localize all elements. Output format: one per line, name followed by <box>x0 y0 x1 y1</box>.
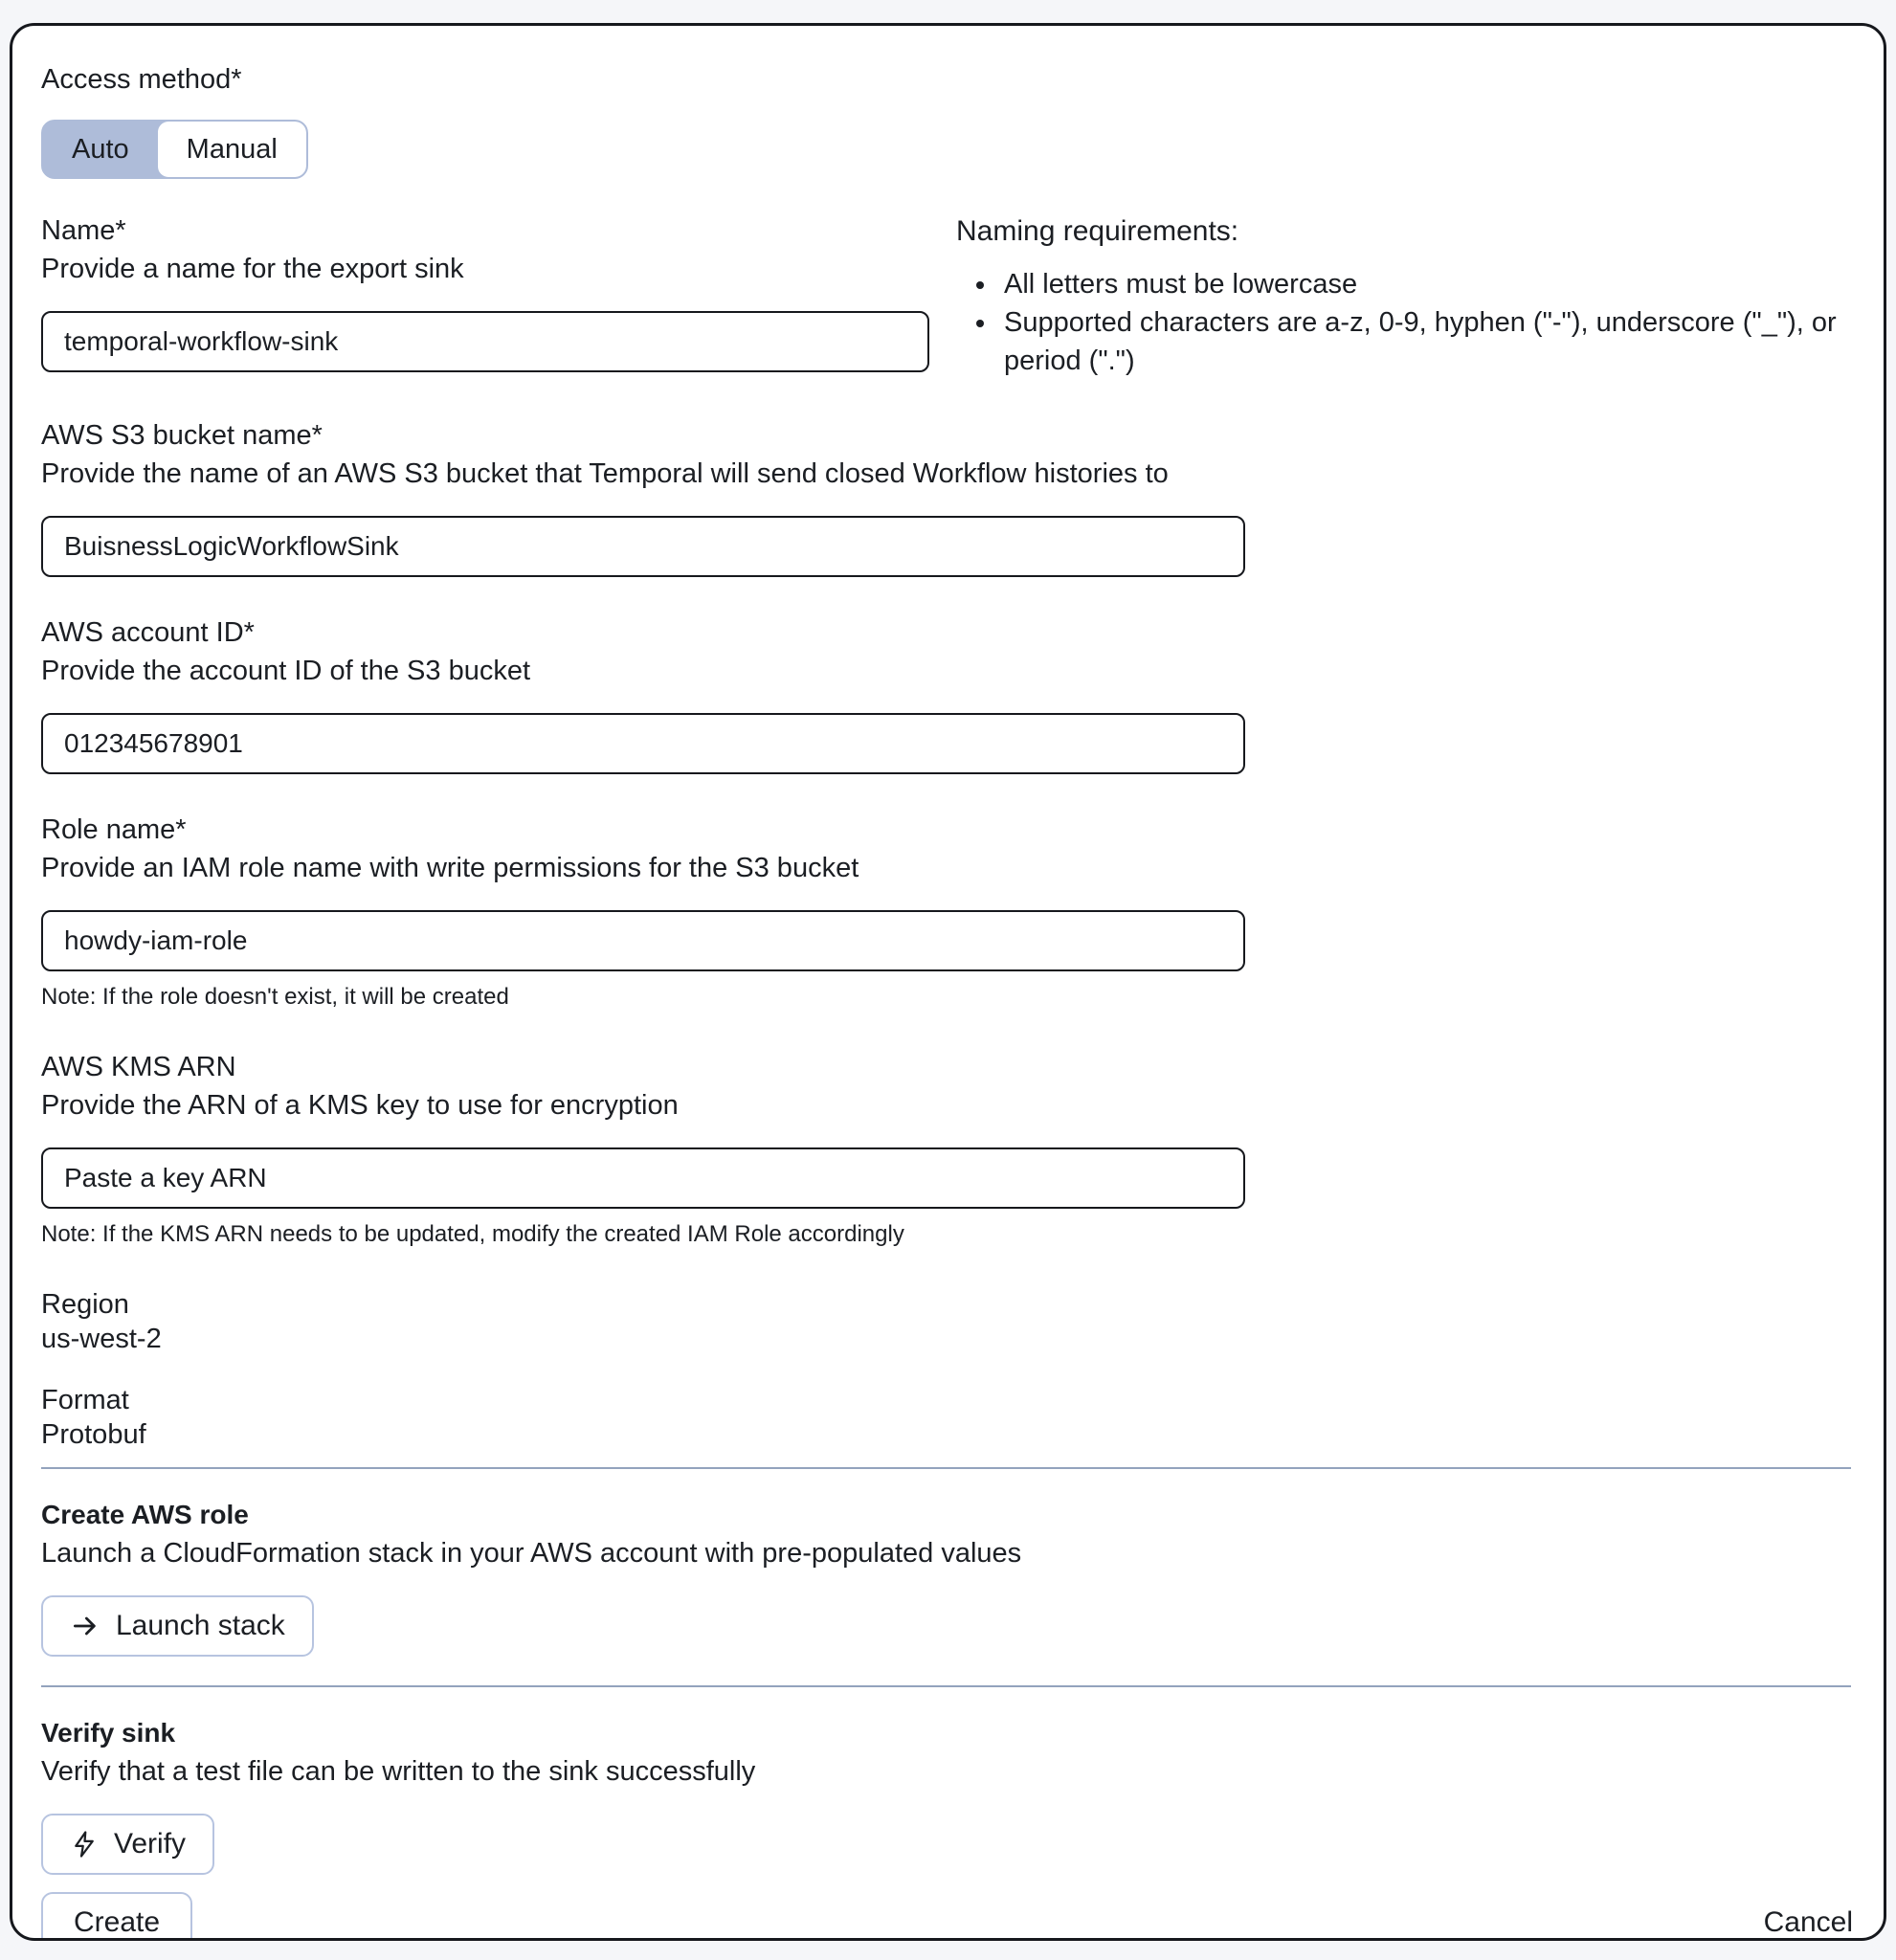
role-description: Provide an IAM role name with write permissions for the S3 bucket <box>41 853 859 883</box>
form-actions <box>41 1892 1853 1941</box>
bucket-field-group <box>41 418 1853 577</box>
name-input[interactable] <box>41 311 929 372</box>
create-role-title: Create AWS role <box>41 1500 249 1529</box>
name-description: Provide a name for the export sink <box>41 254 464 284</box>
naming-requirement-item: • All letters must be lowercase <box>998 265 1853 303</box>
section-divider <box>41 1685 1851 1687</box>
account-field-group <box>41 615 1853 774</box>
bucket-label: AWS S3 bucket name* <box>41 420 323 451</box>
role-input[interactable] <box>41 910 1245 971</box>
account-description: Provide the account ID of the S3 bucket <box>41 656 531 686</box>
format-readonly <box>41 1383 1853 1452</box>
naming-requirement-item: • Supported characters are a-z, 0-9, hyphen ("-"), underscore ("_"), or period (".") <box>998 303 1853 380</box>
verify-sink-description: Verify that a test file can be written to the sink successfully <box>41 1756 756 1787</box>
kms-note: Note: If the KMS ARN needs to be updated, modify the created IAM Role accordingly <box>41 1221 904 1247</box>
verify-button-label: Verify <box>114 1828 187 1860</box>
kms-label: AWS KMS ARN <box>41 1052 236 1082</box>
access-method-toggle <box>41 120 308 179</box>
kms-field-group <box>41 1050 1853 1249</box>
naming-requirements <box>956 213 1853 380</box>
format-label: Format <box>41 1385 129 1415</box>
region-readonly <box>41 1287 1853 1356</box>
region-label: Region <box>41 1289 129 1320</box>
section-divider <box>41 1467 1851 1469</box>
kms-description: Provide the ARN of a KMS key to use for encryption <box>41 1090 679 1121</box>
role-label: Role name* <box>41 814 187 845</box>
arrow-right-icon <box>70 1611 100 1641</box>
bucket-input[interactable] <box>41 516 1245 577</box>
lightning-icon <box>70 1830 99 1859</box>
verify-sink-title: Verify sink <box>41 1718 176 1748</box>
create-button[interactable]: Create <box>41 1892 192 1941</box>
export-sink-form-card <box>10 23 1886 1941</box>
verify-sink-section <box>41 1716 1853 1875</box>
role-note: Note: If the role doesn't exist, it will be created <box>41 984 509 1010</box>
naming-requirements-list <box>956 265 1853 380</box>
account-label: AWS account ID* <box>41 617 255 648</box>
launch-stack-button[interactable] <box>41 1595 314 1657</box>
create-role-section <box>41 1498 1853 1657</box>
access-method-option-auto[interactable]: Auto <box>43 122 158 177</box>
name-field-group <box>41 213 929 380</box>
format-value: Protobuf <box>41 1419 146 1450</box>
access-method-label: Access method* <box>41 64 242 95</box>
name-and-requirements-row <box>41 213 1853 380</box>
region-value: us-west-2 <box>41 1324 162 1354</box>
kms-input[interactable] <box>41 1147 1245 1209</box>
cancel-button[interactable]: Cancel <box>1763 1906 1853 1938</box>
launch-stack-button-label: Launch stack <box>116 1610 285 1641</box>
role-field-group <box>41 813 1853 1012</box>
bucket-description: Provide the name of an AWS S3 bucket that Temporal will send closed Workflow histories to <box>41 458 1169 489</box>
verify-button[interactable] <box>41 1814 214 1875</box>
access-method-option-manual[interactable]: Manual <box>158 122 306 177</box>
naming-requirements-title: Naming requirements: <box>956 215 1239 247</box>
create-role-description: Launch a CloudFormation stack in your AWS account with pre-populated values <box>41 1538 1022 1569</box>
name-label: Name* <box>41 215 126 246</box>
account-input[interactable] <box>41 713 1245 774</box>
